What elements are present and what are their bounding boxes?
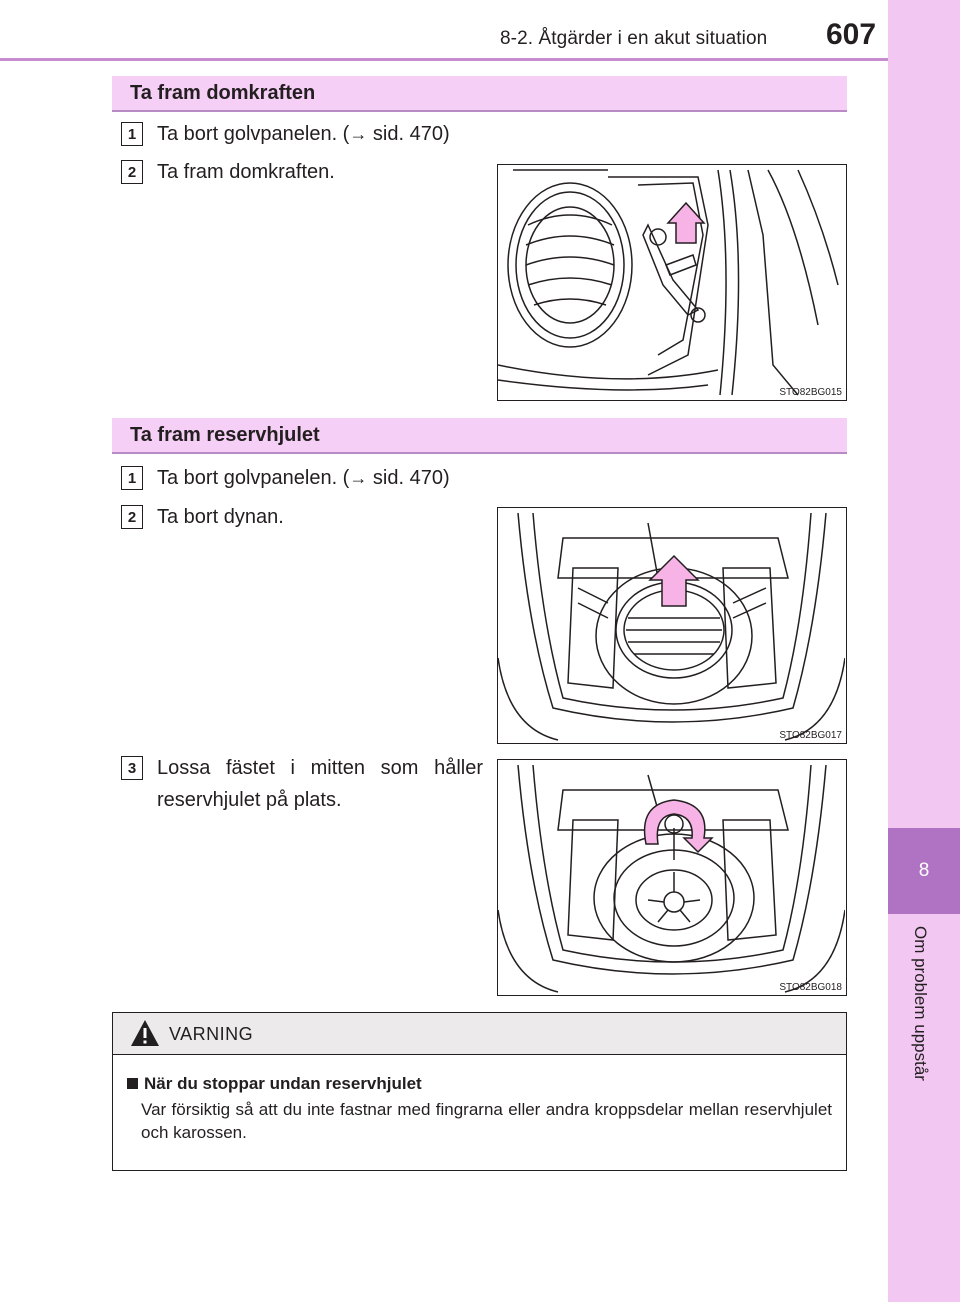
step-number: 1 [121, 122, 143, 146]
figure-code: STO82BG018 [779, 982, 842, 993]
arrow-right-icon: → [349, 124, 368, 144]
arrow-right-icon: → [349, 468, 368, 488]
figure-code: STO82BG017 [779, 730, 842, 741]
page-number: 607 [826, 18, 877, 51]
step-number: 3 [121, 756, 143, 780]
header-rule [0, 58, 888, 61]
jack-illustration [498, 165, 845, 399]
step-text: Lossa fästet i mitten som håller reservhjulet på plats. [157, 757, 483, 811]
figure-jack-removal [497, 164, 847, 401]
trunk-cushion-illustration [498, 508, 845, 742]
running-header: 8-2. Åtgärder i en akut situation [500, 28, 768, 49]
step-number: 2 [121, 505, 143, 529]
bullet-square-icon [127, 1078, 138, 1089]
figure-loosen-spare-wheel [497, 759, 847, 996]
warning-subheading: När du stoppar undan reservhjulet [127, 1072, 832, 1095]
warning-triangle-icon [129, 1018, 161, 1048]
step-text: Ta fram domkraften. [157, 161, 335, 183]
figure-remove-cushion [497, 507, 847, 744]
step-number: 1 [121, 466, 143, 490]
warning-box [112, 1012, 847, 1171]
chapter-number: 8 [888, 828, 960, 914]
warning-header [113, 1013, 846, 1055]
warning-title: VARNING [169, 1024, 254, 1044]
chapter-label: Om problem uppstår [911, 926, 930, 1081]
step-text: Ta bort golvpanelen. (→ sid. 470) [157, 467, 450, 489]
step-text: Ta bort golvpanelen. (→ sid. 470) [157, 123, 450, 145]
spare-wheel-illustration [498, 760, 845, 994]
step-text: Ta bort dynan. [157, 506, 284, 528]
warning-body [127, 1072, 832, 1144]
figure-code: STO82BG015 [779, 387, 842, 398]
warning-text: Var försiktig så att du inte fastnar med fingrarna eller andra kroppsdelar mellan reservhjulet och karossen. [141, 1100, 832, 1142]
step-number: 2 [121, 160, 143, 184]
section-heading-spare-wheel: Ta fram reservhjulet [112, 418, 847, 454]
section-heading-jack: Ta fram domkraften [112, 76, 847, 112]
